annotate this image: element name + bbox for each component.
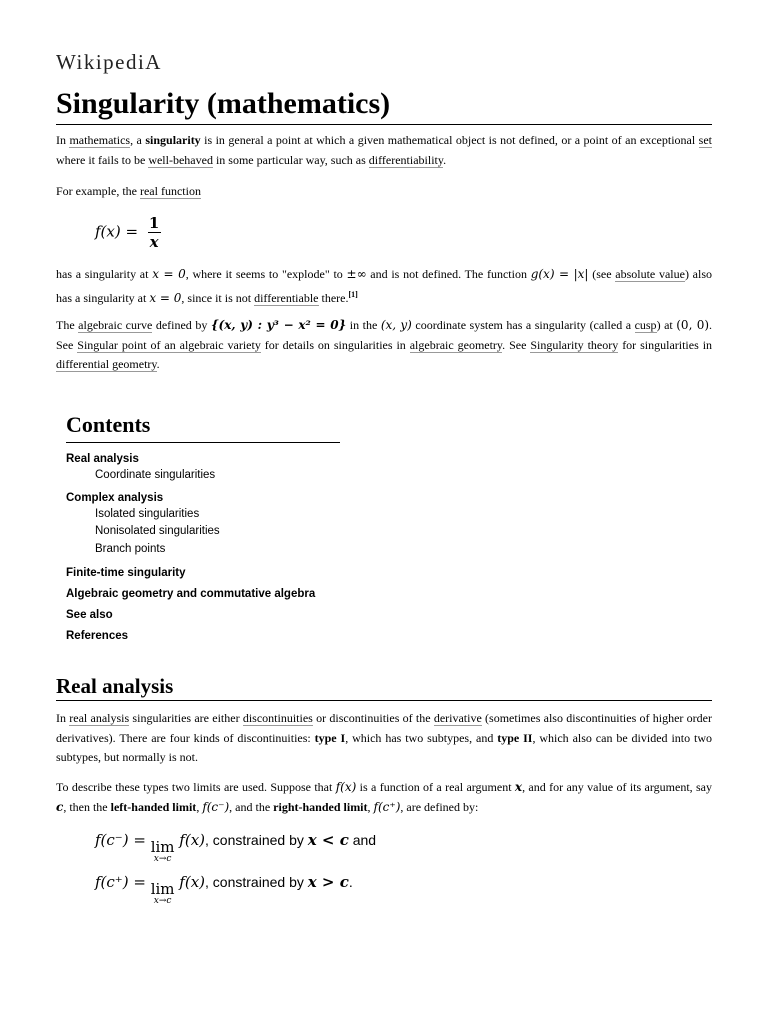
toc-sub-branch-points[interactable]: Branch points bbox=[95, 542, 166, 555]
numerator: 1 bbox=[148, 214, 160, 232]
text: . bbox=[443, 152, 447, 167]
link-set[interactable]: set bbox=[698, 133, 712, 147]
bold-right-handed-limit: right-handed limit bbox=[273, 799, 368, 814]
link-discontinuities[interactable]: discontinuities bbox=[242, 711, 313, 725]
link-mathematics[interactable]: mathematics bbox=[69, 133, 131, 147]
text: or discontinuities of the bbox=[312, 711, 434, 725]
toc-item-complex-analysis[interactable]: Complex analysis bbox=[66, 491, 164, 504]
toc-sub-isolated-singularities[interactable]: Isolated singularities bbox=[95, 507, 200, 520]
text: The bbox=[56, 318, 79, 332]
toc-item-see-also[interactable]: See also bbox=[66, 609, 113, 621]
link-well-behaved[interactable]: well-behaved bbox=[148, 152, 213, 167]
condition: x > c bbox=[307, 873, 349, 891]
text: , since it is not bbox=[181, 290, 255, 305]
equation-lhs: f(c⁻) = bbox=[95, 831, 151, 849]
text: For example, the bbox=[56, 184, 140, 198]
text: , a bbox=[130, 133, 146, 147]
limit-subscript: x→c bbox=[153, 896, 172, 906]
bold-type-ii: type II bbox=[497, 730, 533, 745]
text: . See bbox=[56, 318, 713, 352]
math: (x, y) bbox=[380, 318, 412, 332]
limit bbox=[151, 840, 175, 864]
text: . bbox=[156, 357, 160, 371]
text: , constrained by bbox=[205, 832, 308, 848]
limit bbox=[151, 882, 175, 906]
equation-lhs: f(x) = bbox=[95, 222, 143, 241]
link-real-analysis[interactable]: real analysis bbox=[69, 711, 130, 725]
equation-f-of-x bbox=[95, 214, 161, 251]
toc-title: Contents bbox=[66, 410, 340, 443]
link-algebraic-curve[interactable]: algebraic curve bbox=[78, 318, 153, 332]
link-singular-point[interactable]: Singular point of an algebraic variety bbox=[77, 337, 261, 352]
link-differentiability[interactable]: differentiability bbox=[368, 152, 444, 167]
text: singularities are either bbox=[129, 711, 243, 725]
toc-item-real-analysis[interactable]: Real analysis bbox=[66, 453, 139, 465]
text: , which has two subtypes, and bbox=[345, 730, 498, 745]
math: f(c⁻) bbox=[202, 799, 230, 814]
text: , bbox=[367, 799, 374, 814]
text: , where it seems to "explode" to bbox=[185, 267, 347, 281]
toc-sub-nonisolated-singularities[interactable]: Nonisolated singularities bbox=[95, 525, 220, 537]
text: for details on singularities in bbox=[260, 337, 410, 352]
text: , and the bbox=[229, 799, 274, 814]
intro-paragraph-4 bbox=[56, 316, 712, 375]
real-analysis-paragraph-1 bbox=[56, 709, 712, 768]
text: , which also can be divided into two subtypes, but normally is not. bbox=[56, 730, 713, 764]
bold-singularity: singularity bbox=[145, 133, 201, 147]
reference-1[interactable]: [1] bbox=[348, 289, 358, 299]
equation-right-limit bbox=[95, 873, 353, 906]
text: (sometimes also discontinuities of higher order derivatives). There are four kinds of discontinuities: bbox=[56, 711, 712, 745]
equation-left-limit bbox=[95, 831, 376, 864]
toc-sub-coordinate-singularities[interactable]: Coordinate singularities bbox=[95, 469, 216, 481]
math: ±∞ bbox=[346, 267, 367, 281]
link-cusp[interactable]: cusp bbox=[634, 318, 657, 332]
wikipedia-logo[interactable]: WikipediA bbox=[56, 50, 162, 74]
intro-paragraph-3 bbox=[56, 265, 712, 308]
real-analysis-paragraph-2 bbox=[56, 778, 712, 817]
text: , then the bbox=[63, 799, 111, 814]
text: is a function of a real argument bbox=[356, 780, 515, 794]
text: , bbox=[196, 799, 203, 814]
math: f(c⁺) bbox=[373, 799, 401, 814]
limit-symbol: lim bbox=[150, 880, 175, 898]
text: is in general a point at which a given mathematical object is not defined, or a point of an exceptional bbox=[200, 133, 699, 147]
table-of-contents bbox=[66, 410, 340, 644]
section-heading-real-analysis: Real analysis bbox=[56, 672, 712, 701]
equation-lhs: f(c⁺) = bbox=[95, 873, 151, 891]
text: and is not defined. The function bbox=[366, 267, 531, 281]
math: (0, 0) bbox=[676, 318, 710, 332]
limit-symbol: lim bbox=[150, 838, 175, 856]
bold-type-i: type I bbox=[314, 730, 346, 745]
intro-paragraph-1 bbox=[56, 131, 712, 170]
limit-subscript: x→c bbox=[153, 854, 172, 864]
text: in some particular way, such as bbox=[212, 152, 369, 167]
toc-item-finite-time-singularity[interactable]: Finite-time singularity bbox=[66, 567, 186, 579]
math: c bbox=[56, 799, 64, 814]
math: x = 0 bbox=[149, 290, 182, 305]
bold-left-handed-limit: left-handed limit bbox=[110, 799, 197, 814]
link-differential-geometry[interactable]: differential geometry bbox=[56, 357, 157, 371]
text: In bbox=[56, 711, 70, 725]
link-real-function[interactable]: real function bbox=[139, 184, 201, 198]
math: f(x) bbox=[335, 780, 357, 794]
toc-item-algebraic-geometry[interactable]: Algebraic geometry and commutative algebra bbox=[66, 588, 316, 600]
intro-paragraph-2 bbox=[56, 182, 712, 202]
condition: x < c bbox=[307, 831, 349, 849]
link-absolute-value[interactable]: absolute value bbox=[615, 267, 685, 281]
text: , constrained by bbox=[205, 874, 308, 890]
text: where it fails to be bbox=[56, 152, 149, 167]
text: has a singularity at bbox=[56, 267, 153, 281]
text: coordinate system has a singularity (called a bbox=[411, 318, 635, 332]
text: ) also has a singularity at bbox=[56, 267, 712, 305]
fraction bbox=[147, 214, 161, 251]
text: . bbox=[348, 874, 353, 890]
text: , are defined by: bbox=[400, 799, 479, 814]
link-singularity-theory[interactable]: Singularity theory bbox=[530, 337, 619, 352]
math: x bbox=[514, 780, 523, 794]
math: x = 0 bbox=[152, 267, 186, 281]
text: , and for any value of its argument, say bbox=[522, 780, 713, 794]
equation-rhs: f(x) bbox=[179, 831, 206, 849]
text: for singularities in bbox=[618, 337, 713, 352]
toc-item-references[interactable]: References bbox=[66, 630, 129, 642]
text: defined by bbox=[152, 318, 211, 332]
link-differentiable[interactable]: differentiable bbox=[254, 290, 319, 305]
link-algebraic-geometry[interactable]: algebraic geometry bbox=[409, 337, 503, 352]
math: {(x, y) : y³ − x² = 0} bbox=[210, 318, 347, 332]
text: To describe these types two limits are used. Suppose that bbox=[56, 780, 336, 794]
link-derivative[interactable]: derivative bbox=[433, 711, 482, 725]
page-title: Singularity (mathematics) bbox=[56, 84, 712, 125]
text: In bbox=[56, 133, 70, 147]
text: and bbox=[348, 832, 377, 848]
equation-rhs: f(x) bbox=[179, 873, 206, 891]
math: g(x) = |x| bbox=[530, 267, 589, 281]
denominator: x bbox=[149, 233, 159, 251]
text: . See bbox=[502, 337, 531, 352]
text: ) at bbox=[656, 318, 677, 332]
text: (see bbox=[588, 267, 616, 281]
text: there. bbox=[318, 290, 349, 305]
text: in the bbox=[346, 318, 381, 332]
